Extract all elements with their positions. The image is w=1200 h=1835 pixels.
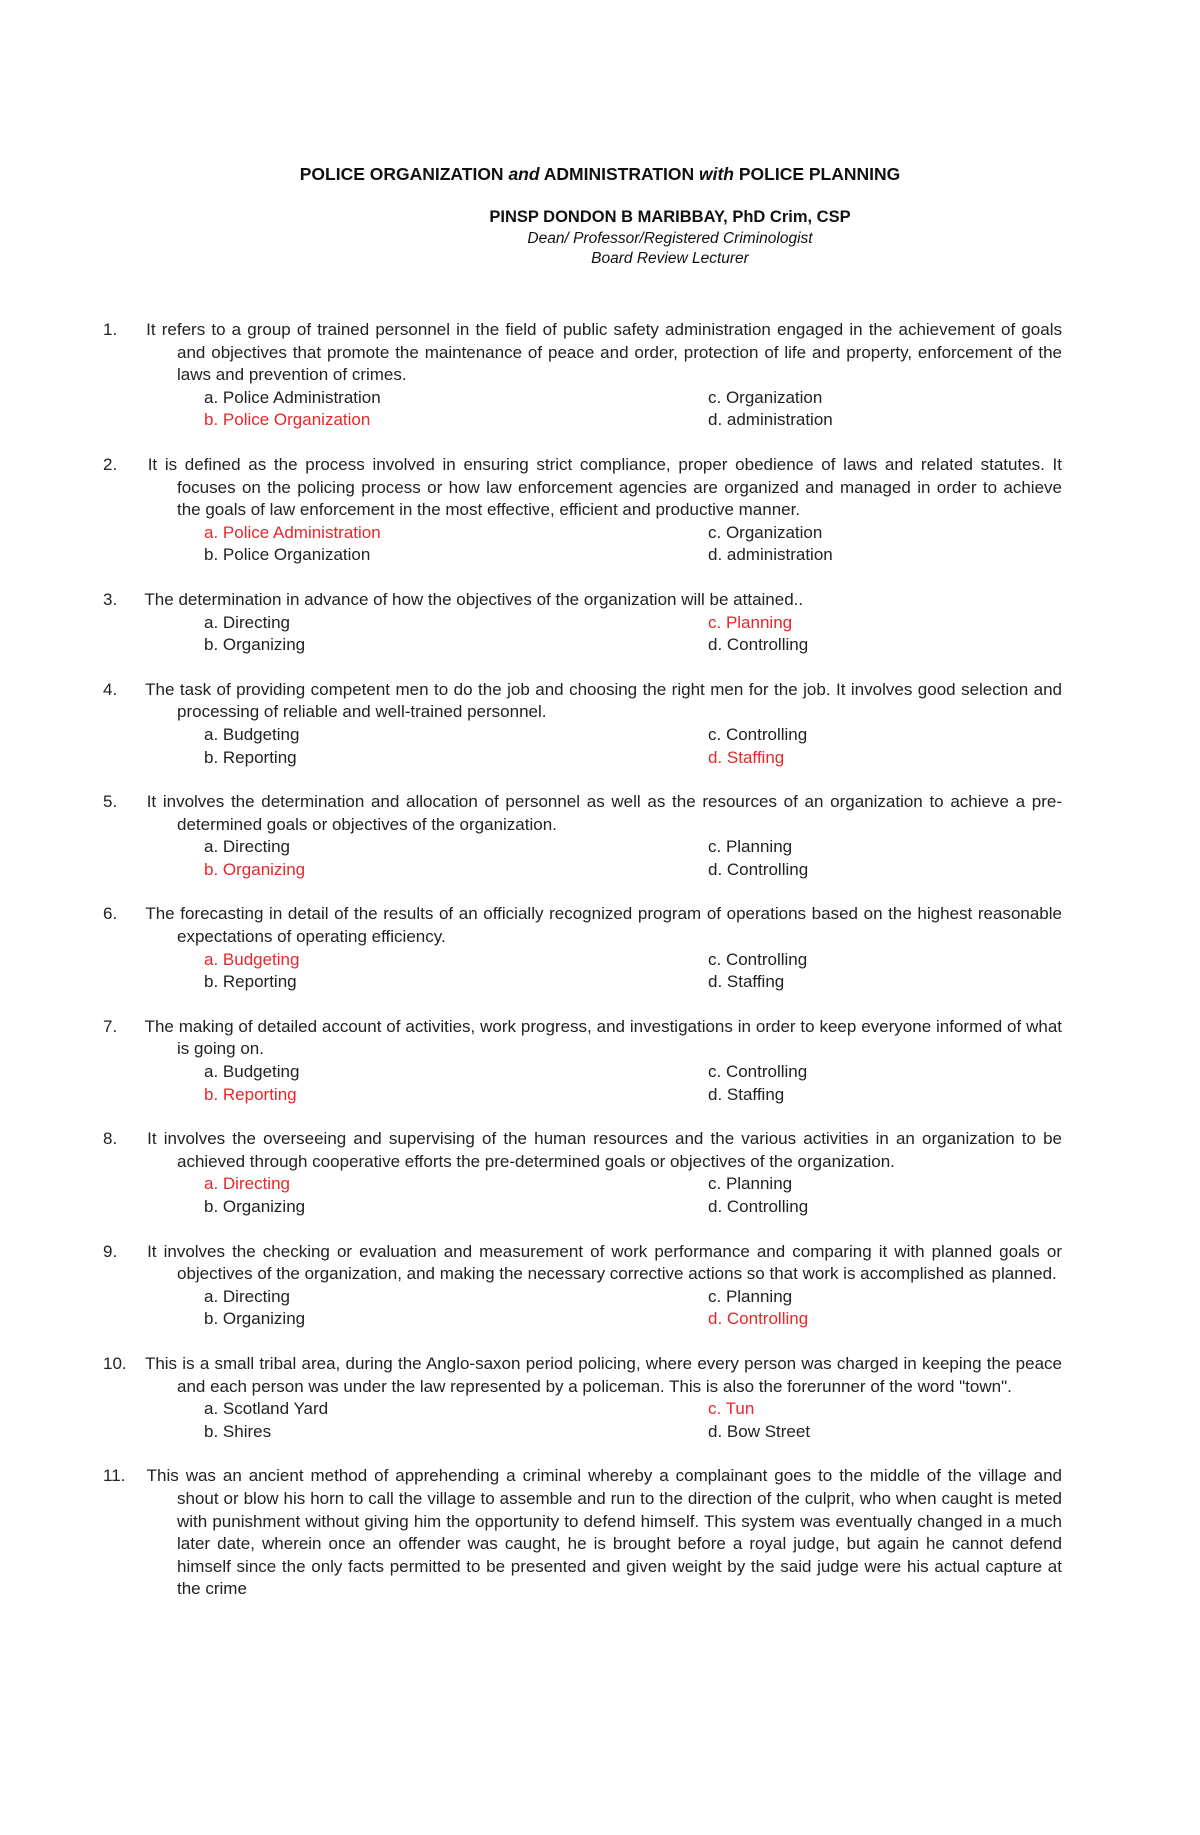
answer-options [204,1398,1062,1443]
question-list [103,319,1062,1623]
answer-option: c. Controlling [708,724,808,744]
answer-option: a. Budgeting [204,1062,300,1082]
question-body: It involves the determination and allocation of personnel as well as the resources of an organization to achieve a pre-determined goals or objectives of the organization. [146,792,1062,834]
answer-option-correct: b. Reporting [204,1084,297,1104]
answer-option: c. Planning [708,837,793,857]
question-body: It involves the checking or evaluation and measurement of work performance and comparing it with planned goals or objectives of the organization, and making the necessary corrective actions so that work is accomplished as planned. [147,1241,1062,1284]
answer-option: d. Controlling [708,635,809,655]
question-item [103,1465,1062,1601]
question-item [103,454,1062,567]
question-body: It refers to a group of trained personnel in the field of public safety administration engaged in the achievement of goals and objectives that promote the maintenance of peace and order, protection of life and property, enforcement of the laws and prevention of crimes. [146,320,1062,385]
answer-option: d. Controlling [708,859,809,879]
answer-option: d. administration [708,545,833,565]
question-text: 4. The task of providing competent men to do the job and choosing the right men for the job. It involves good selection and processing of reliable and well-trained personnel. [103,679,1062,722]
title-part-italic: with [699,164,734,184]
question-body: This was an ancient method of apprehending a criminal whereby a complainant goes to the middle of the village and shout or blow his horn to call the village to assemble and run to the direction of the culprit, who when caught is meted with punishment without giving him the opportunity to defend himself. This system was eventually changed in a much later date, wherein once an offender was caught, he is brought before a royal judge, but again he cannot defend himself since the only facts permitted to be presented and given weight by the said judge were his actual capture at the crime [146,1466,1062,1599]
question-item [103,1128,1062,1218]
answer-options [204,949,1062,994]
answer-option: d. Bow Street [708,1421,811,1441]
question-text: 9. It involves the checking or evaluation and measurement of work performance and comparing it with planned goals or objectives of the organization, and making the necessary corrective actions so that work is accomplished as planned. [103,1241,1062,1284]
question-body: It involves the overseeing and supervising of the human resources and the various activities in an organization to be achieved through cooperative efforts the pre-determined goals or objectives of the organization. [147,1129,1062,1171]
question-item [103,1353,1062,1443]
question-item [103,319,1062,432]
answer-options [204,387,1062,432]
answer-option: c. Organization [708,387,823,407]
answer-option: b. Reporting [204,747,297,767]
question-item [103,1241,1062,1331]
answer-option: a. Directing [204,612,290,632]
question-body: It is defined as the process involved in ensuring strict compliance, proper obedience of laws and related statutes. It focuses on the policing process or how law enforcement agencies are organized and managed in order to achieve the goals of law enforcement in the most effective, efficient and productive manner. [147,454,1062,520]
question-text: 11. This was an ancient method of apprehending a criminal whereby a complainant goes to the middle of the village and shout or blow his horn to call the village to assemble and run to the direction of the culprit, who when caught is meted with punishment without giving him the opportunity to defend himself. This system was eventually changed in a much later date, wherein once an offender was caught, he is brought before a royal judge, but again he cannot defend himself since the only facts permitted to be presented and given weight by the said judge were his actual capture at the crime [103,1466,1062,1599]
question-body: The making of detailed account of activities, work progress, and investigations in order to keep everyone informed of what is going on. [144,1016,1062,1059]
answer-option: a. Police Administration [204,387,381,407]
answer-options [204,612,1062,657]
question-body: The forecasting in detail of the results of an officially recognized program of operations based on the highest reasonable expectations of operating efficiency. [145,904,1062,947]
question-text: 7. The making of detailed account of activities, work progress, and investigations in order to keep everyone informed of what is going on. [103,1016,1062,1059]
answer-option: a. Directing [204,837,290,857]
author-role: Dean/ Professor/Registered Criminologist [527,230,813,247]
question-text: 3. The determination in advance of how the objectives of the organization will be attained.. [103,589,804,609]
question-item [103,903,1062,993]
answer-option-correct: a. Police Administration [204,522,381,542]
answer-option: d. Staffing [708,1084,785,1104]
answer-option: c. Organization [708,522,823,542]
answer-option-correct: d. Staffing [708,747,785,767]
answer-option: a. Budgeting [204,724,300,744]
question-text: 10. This is a small tribal area, during the Anglo-saxon period policing, where every person was charged in keeping the peace and each person was under the law represented by a policeman. This is also the forerunner of the word "town". [103,1353,1062,1396]
answer-option-correct: c. Planning [708,612,793,632]
answer-option-correct: c. Tun [708,1399,755,1419]
answer-option: a. Scotland Yard [204,1399,329,1419]
question-item [103,1016,1062,1106]
title-part: ADMINISTRATION [539,164,699,184]
answer-option: a. Directing [204,1286,290,1306]
answer-option: c. Planning [708,1174,793,1194]
title-part: POLICE ORGANIZATION [299,164,509,184]
question-text: 2. It is defined as the process involved in ensuring strict compliance, proper obedience of laws and related statutes. It focuses on the policing process or how law enforcement agencies are organized and managed in order to achieve the goals of law enforcement in the most effective, efficient and productive manner. [103,454,1062,520]
question-body: This is a small tribal area, during the Anglo-saxon period policing, where every person was charged in keeping the peace and each person was under the law represented by a policeman. This is also the forerunner of the word "town". [144,1353,1062,1396]
answer-option: b. Organizing [204,1309,306,1329]
title-part-italic: and [508,164,540,184]
answer-option: d. Staffing [708,972,785,992]
question-item [103,791,1062,881]
answer-option: b. Organizing [204,635,306,655]
answer-options [204,522,1062,567]
answer-option: d. Controlling [708,1197,809,1216]
question-item [103,679,1062,769]
author-name: PINSP DONDON B MARIBBAY, PhD Crim, CSP [489,208,851,226]
question-text: 6. The forecasting in detail of the results of an officially recognized program of operations based on the highest reasonable expectations of operating efficiency. [103,904,1062,947]
question-body: The task of providing competent men to do the job and choosing the right men for the job. It involves good selection and processing of reliable and well-trained personnel. [145,679,1062,722]
document-title [0,164,1200,185]
question-text: 5. It involves the determination and allocation of personnel as well as the resources of an organization to achieve a pre-determined goals or objectives of the organization. [103,792,1062,834]
answer-options [204,1286,1062,1331]
answer-option: c. Controlling [708,1062,808,1082]
question-text: 1. It refers to a group of trained personnel in the field of public safety administration engaged in the achievement of goals and objectives that promote the maintenance of peace and order, protection of life and property, enforcement of the laws and prevention of crimes. [103,320,1062,385]
question-body: The determination in advance of how the objectives of the organization will be attained.. [144,589,804,609]
answer-option-correct: a. Budgeting [204,949,300,969]
answer-option: b. Organizing [204,1197,306,1216]
question-item [103,589,1062,657]
question-text: 8. It involves the overseeing and supervising of the human resources and the various activities in an organization to be achieved through cooperative efforts the pre-determined goals or objectives of the organization. [103,1129,1062,1171]
answer-option: b. Police Organization [204,545,371,565]
author-role-secondary: Board Review Lecturer [591,250,749,267]
answer-option-correct: b. Police Organization [204,410,371,430]
answer-option-correct: b. Organizing [204,859,306,879]
answer-option: c. Controlling [708,949,808,969]
answer-option: b. Reporting [204,972,297,992]
answer-option: d. administration [708,410,833,430]
answer-options [204,1173,1062,1218]
answer-options [204,1061,1062,1106]
title-part: POLICE PLANNING [734,164,901,184]
answer-option: b. Shires [204,1421,272,1441]
answer-option-correct: d. Controlling [708,1309,809,1329]
answer-option-correct: a. Directing [204,1174,290,1194]
answer-options [204,724,1062,769]
answer-options [204,836,1062,881]
answer-option: c. Planning [708,1286,793,1306]
